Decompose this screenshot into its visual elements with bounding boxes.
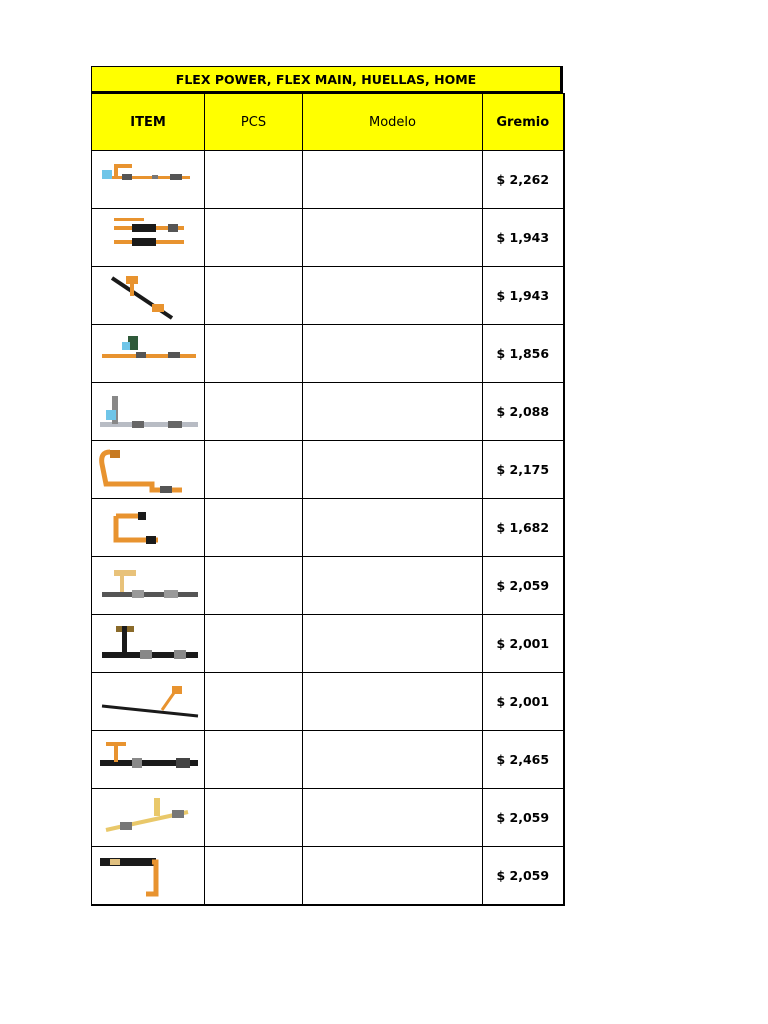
orange-flex-cable-icon <box>92 212 204 264</box>
pcs-cell <box>205 673 303 731</box>
black-orange-flex-cable-icon <box>92 850 204 902</box>
pcs-cell <box>205 847 303 906</box>
price-cell: $ 1,682 <box>483 499 564 557</box>
item-image-cell <box>92 383 205 441</box>
header-pcs: PCS <box>205 94 303 151</box>
item-image-cell <box>92 499 205 557</box>
table-row <box>92 499 564 557</box>
modelo-cell <box>303 789 483 847</box>
modelo-cell <box>303 267 483 325</box>
modelo-cell <box>303 151 483 209</box>
price-table <box>91 93 565 906</box>
pcs-cell <box>205 441 303 499</box>
pcs-cell <box>205 789 303 847</box>
silver-flex-cable-icon <box>92 386 204 438</box>
price-cell: $ 2,001 <box>483 615 564 673</box>
yellow-flex-cable-icon <box>92 792 204 844</box>
orange-flex-cable-icon <box>92 444 204 496</box>
price-cell: $ 2,059 <box>483 789 564 847</box>
price-cell: $ 2,059 <box>483 557 564 615</box>
item-image-cell <box>92 615 205 673</box>
orange-flex-cable-icon <box>92 502 204 554</box>
pcs-cell <box>205 499 303 557</box>
sheet-title: FLEX POWER, FLEX MAIN, HUELLAS, HOME <box>91 66 563 93</box>
table-row <box>92 383 564 441</box>
gray-flex-cable-icon <box>92 560 204 612</box>
price-cell: $ 2,262 <box>483 151 564 209</box>
modelo-cell <box>303 557 483 615</box>
modelo-cell <box>303 499 483 557</box>
pcs-cell <box>205 267 303 325</box>
price-cell: $ 2,059 <box>483 847 564 906</box>
modelo-cell <box>303 441 483 499</box>
pcs-cell <box>205 557 303 615</box>
price-cell: $ 1,943 <box>483 267 564 325</box>
item-image-cell <box>92 325 205 383</box>
pcs-cell <box>205 325 303 383</box>
pcs-cell <box>205 151 303 209</box>
item-image-cell <box>92 789 205 847</box>
item-image-cell <box>92 267 205 325</box>
header-modelo: Modelo <box>303 94 483 151</box>
table-row <box>92 847 564 906</box>
price-cell: $ 2,175 <box>483 441 564 499</box>
table-row <box>92 209 564 267</box>
header-item: ITEM <box>92 94 205 151</box>
table-row <box>92 789 564 847</box>
orange-flex-cable-icon <box>92 154 204 206</box>
item-image-cell <box>92 673 205 731</box>
black-flex-cable-icon <box>92 676 204 728</box>
black-flex-cable-icon <box>92 618 204 670</box>
pcs-cell <box>205 615 303 673</box>
pcs-cell <box>205 383 303 441</box>
price-cell: $ 1,943 <box>483 209 564 267</box>
table-row <box>92 731 564 789</box>
pcs-cell <box>205 731 303 789</box>
black-flex-cable-icon <box>92 270 204 322</box>
green-orange-flex-cable-icon <box>92 328 204 380</box>
item-image-cell <box>92 209 205 267</box>
table-row <box>92 267 564 325</box>
pcs-cell <box>205 209 303 267</box>
item-image-cell <box>92 151 205 209</box>
table-row <box>92 441 564 499</box>
modelo-cell <box>303 209 483 267</box>
modelo-cell <box>303 383 483 441</box>
item-image-cell <box>92 557 205 615</box>
header-row <box>92 94 564 151</box>
table-row <box>92 151 564 209</box>
price-cell: $ 2,001 <box>483 673 564 731</box>
price-cell: $ 1,856 <box>483 325 564 383</box>
item-image-cell <box>92 441 205 499</box>
table-row <box>92 325 564 383</box>
price-sheet <box>91 66 563 906</box>
table-row <box>92 673 564 731</box>
table-row <box>92 557 564 615</box>
price-cell: $ 2,465 <box>483 731 564 789</box>
modelo-cell <box>303 673 483 731</box>
header-gremio: Gremio <box>483 94 564 151</box>
black-flex-cable-icon <box>92 734 204 786</box>
modelo-cell <box>303 325 483 383</box>
modelo-cell <box>303 615 483 673</box>
price-cell: $ 2,088 <box>483 383 564 441</box>
table-row <box>92 615 564 673</box>
modelo-cell <box>303 731 483 789</box>
item-image-cell <box>92 847 205 906</box>
modelo-cell <box>303 847 483 906</box>
item-image-cell <box>92 731 205 789</box>
